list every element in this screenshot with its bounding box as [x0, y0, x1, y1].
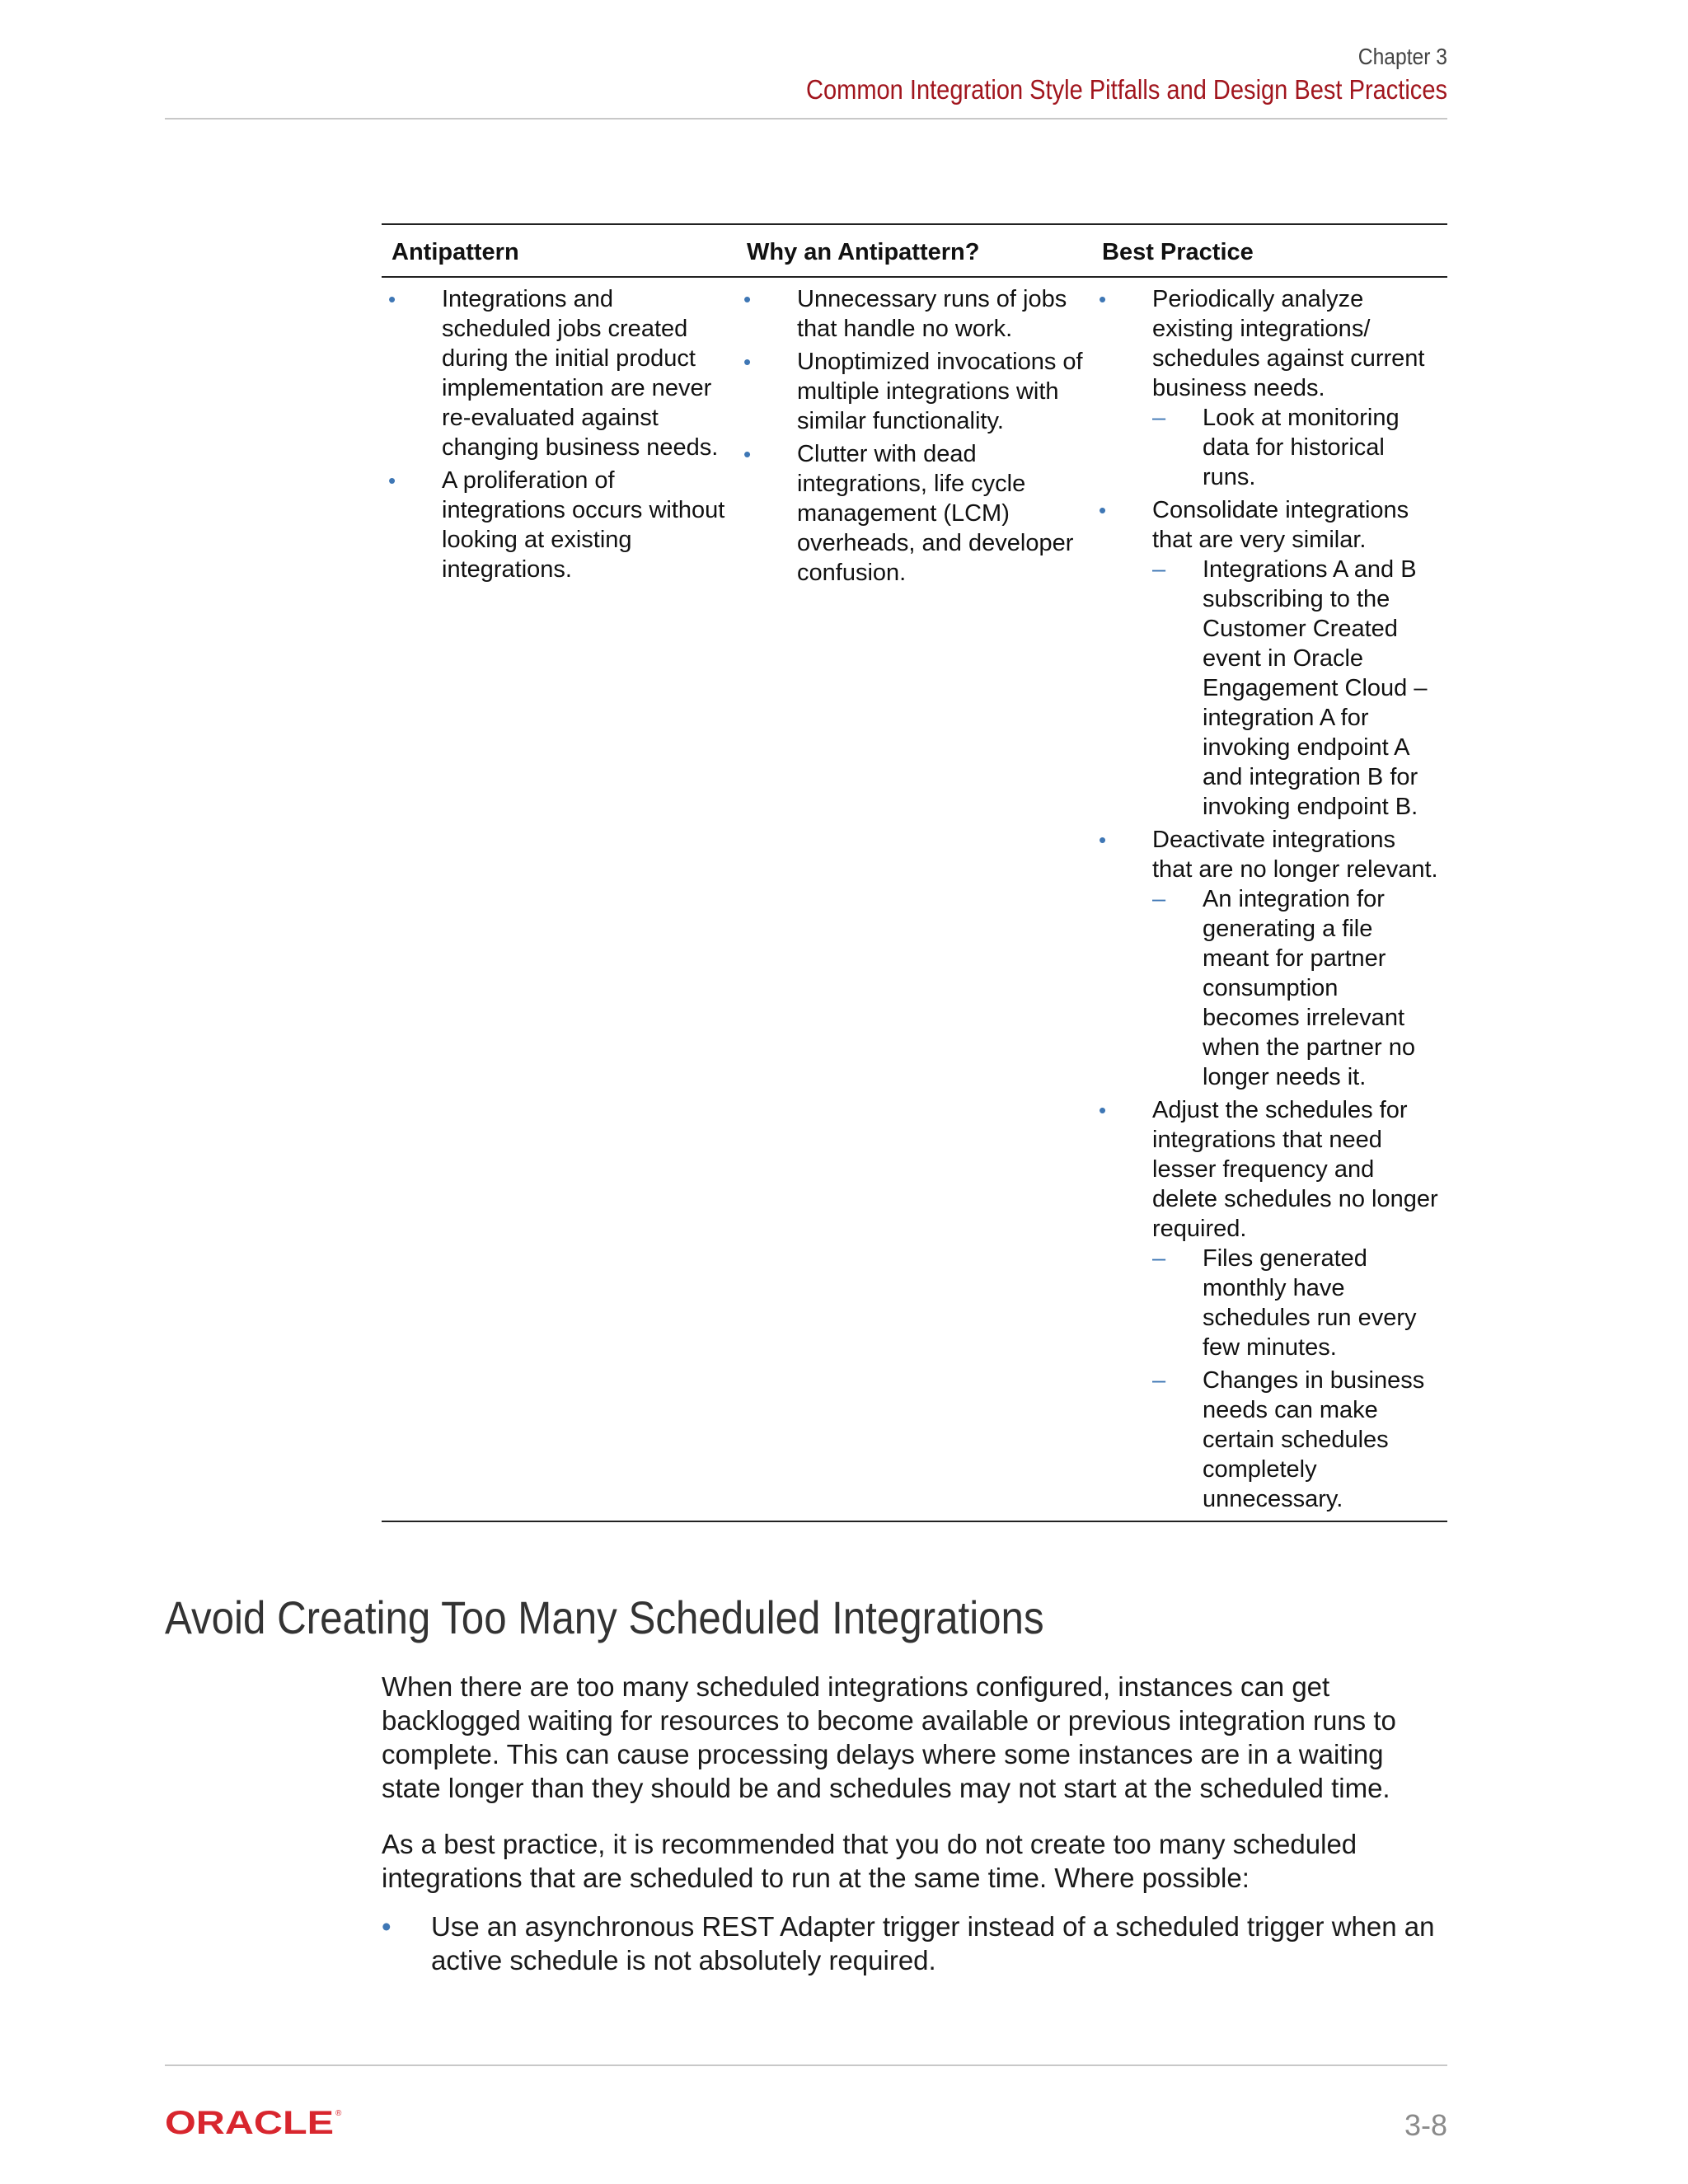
oracle-logo — [165, 2106, 346, 2139]
bullet-icon: • — [382, 1911, 392, 1942]
bullet-icon: • — [388, 287, 396, 312]
list-item: • Periodically analyze existing integrations/ schedules against current business needs. – Look at monitoring data for historical runs. — [1092, 284, 1439, 492]
column-header-why: Why an Antipattern? — [737, 224, 1092, 277]
footer-divider — [165, 2064, 1447, 2066]
running-header — [165, 43, 1447, 109]
body-paragraph: As a best practice, it is recommended that you do not create too many scheduled integrations that are scheduled to run at the same time. Where possible: — [382, 1829, 1357, 1893]
dash-icon: – — [1152, 405, 1166, 431]
dash-icon: – — [1152, 886, 1166, 912]
list-item: • Unoptimized invocations of multiple integrations with similar functionality. — [743, 349, 1083, 434]
list-item: • Use an asynchronous REST Adapter trigger instead of a scheduled trigger when an active schedule is not absolutely required. — [382, 1911, 1435, 1975]
header-divider — [165, 118, 1447, 120]
bullet-icon: • — [1099, 287, 1107, 312]
dash-icon: – — [1152, 1367, 1166, 1394]
section-heading: Avoid Creating Too Many Scheduled Integrations — [165, 1591, 1044, 1643]
dash-icon: – — [1152, 1245, 1166, 1272]
best-practice-cell — [1092, 277, 1447, 1521]
bullet-icon: • — [1099, 827, 1107, 852]
table-header-row — [382, 224, 1447, 277]
list-item: • Unnecessary runs of jobs that handle no work. — [743, 286, 1067, 342]
sub-list-item: – An integration for generating a file meant for partner consumption becomes irrelevant when the partner no longer needs it. — [1152, 886, 1415, 1090]
list-item: • Adjust the schedules for integrations that need lesser frequency and delete schedules no longer required. – Files generated monthly have schedules run every few minutes. – Changes in business needs can make certain schedules completely unnecessary. — [1099, 1097, 1438, 1512]
bullet-icon: • — [743, 349, 752, 374]
why-cell — [737, 277, 1092, 1521]
table-row — [382, 277, 1447, 1521]
column-header-best-practice: Best Practice — [1092, 224, 1447, 277]
dash-icon: – — [1152, 556, 1166, 583]
bullet-icon: • — [388, 468, 396, 493]
chapter-title: Common Integration Style Pitfalls and Design Best Practices — [806, 74, 1447, 105]
column-header-antipattern: Antipattern — [382, 224, 737, 277]
sub-list-item: – Look at monitoring data for historical runs. — [1152, 405, 1400, 490]
registered-mark-icon: ® — [335, 2109, 342, 2118]
antipattern-table — [382, 223, 1447, 1522]
list-item: • Consolidate integrations that are very similar. – Integrations A and B subscribing to the Customer Created event in Oracle Engagement Cloud – integration A for invoking endpoint A and integration B for invoking endpoint B. — [1092, 495, 1439, 822]
recommendation-list — [382, 1910, 1447, 1977]
antipattern-cell — [382, 277, 737, 1521]
list-item: • A proliferation of integrations occurs without looking at existing integrations. — [388, 467, 725, 583]
logo-text: ORACLE — [165, 2106, 334, 2139]
sub-list-item: – Changes in business needs can make certain schedules completely unnecessary. — [1152, 1367, 1425, 1512]
list-item: • Deactivate integrations that are no longer relevant. – An integration for generating a file meant for partner consumption becomes irrelevant when the partner no longer needs it. — [1099, 827, 1438, 1090]
list-item: • Integrations and scheduled jobs created during the initial product implementation are never re-evaluated against changing business needs. — [388, 286, 719, 461]
bullet-icon: • — [743, 287, 752, 312]
bullet-icon: • — [1099, 1098, 1107, 1122]
body-paragraph: When there are too many scheduled integrations configured, instances can get backlogged waiting for resources to become available or previous integration runs to complete. This can cause processing delays where some instances are in a waiting state longer than they should be and schedules may not start at the scheduled time. — [382, 1671, 1396, 1803]
chapter-label: Chapter 3 — [1357, 44, 1447, 69]
sub-list-item: – Files generated monthly have schedules run every few minutes. — [1152, 1245, 1417, 1361]
bullet-icon: • — [743, 442, 752, 466]
list-item: • Clutter with dead integrations, life cycle management (LCM) overheads, and developer confusion. — [743, 441, 1074, 586]
page-number: 3-8 — [1404, 2108, 1447, 2142]
sub-list-item: – Integrations A and B subscribing to the Customer Created event in Oracle Engagement Cloud – integration A for invoking endpoint A and integration B for invoking endpoint B. — [1152, 556, 1428, 820]
bullet-icon: • — [1099, 498, 1107, 523]
